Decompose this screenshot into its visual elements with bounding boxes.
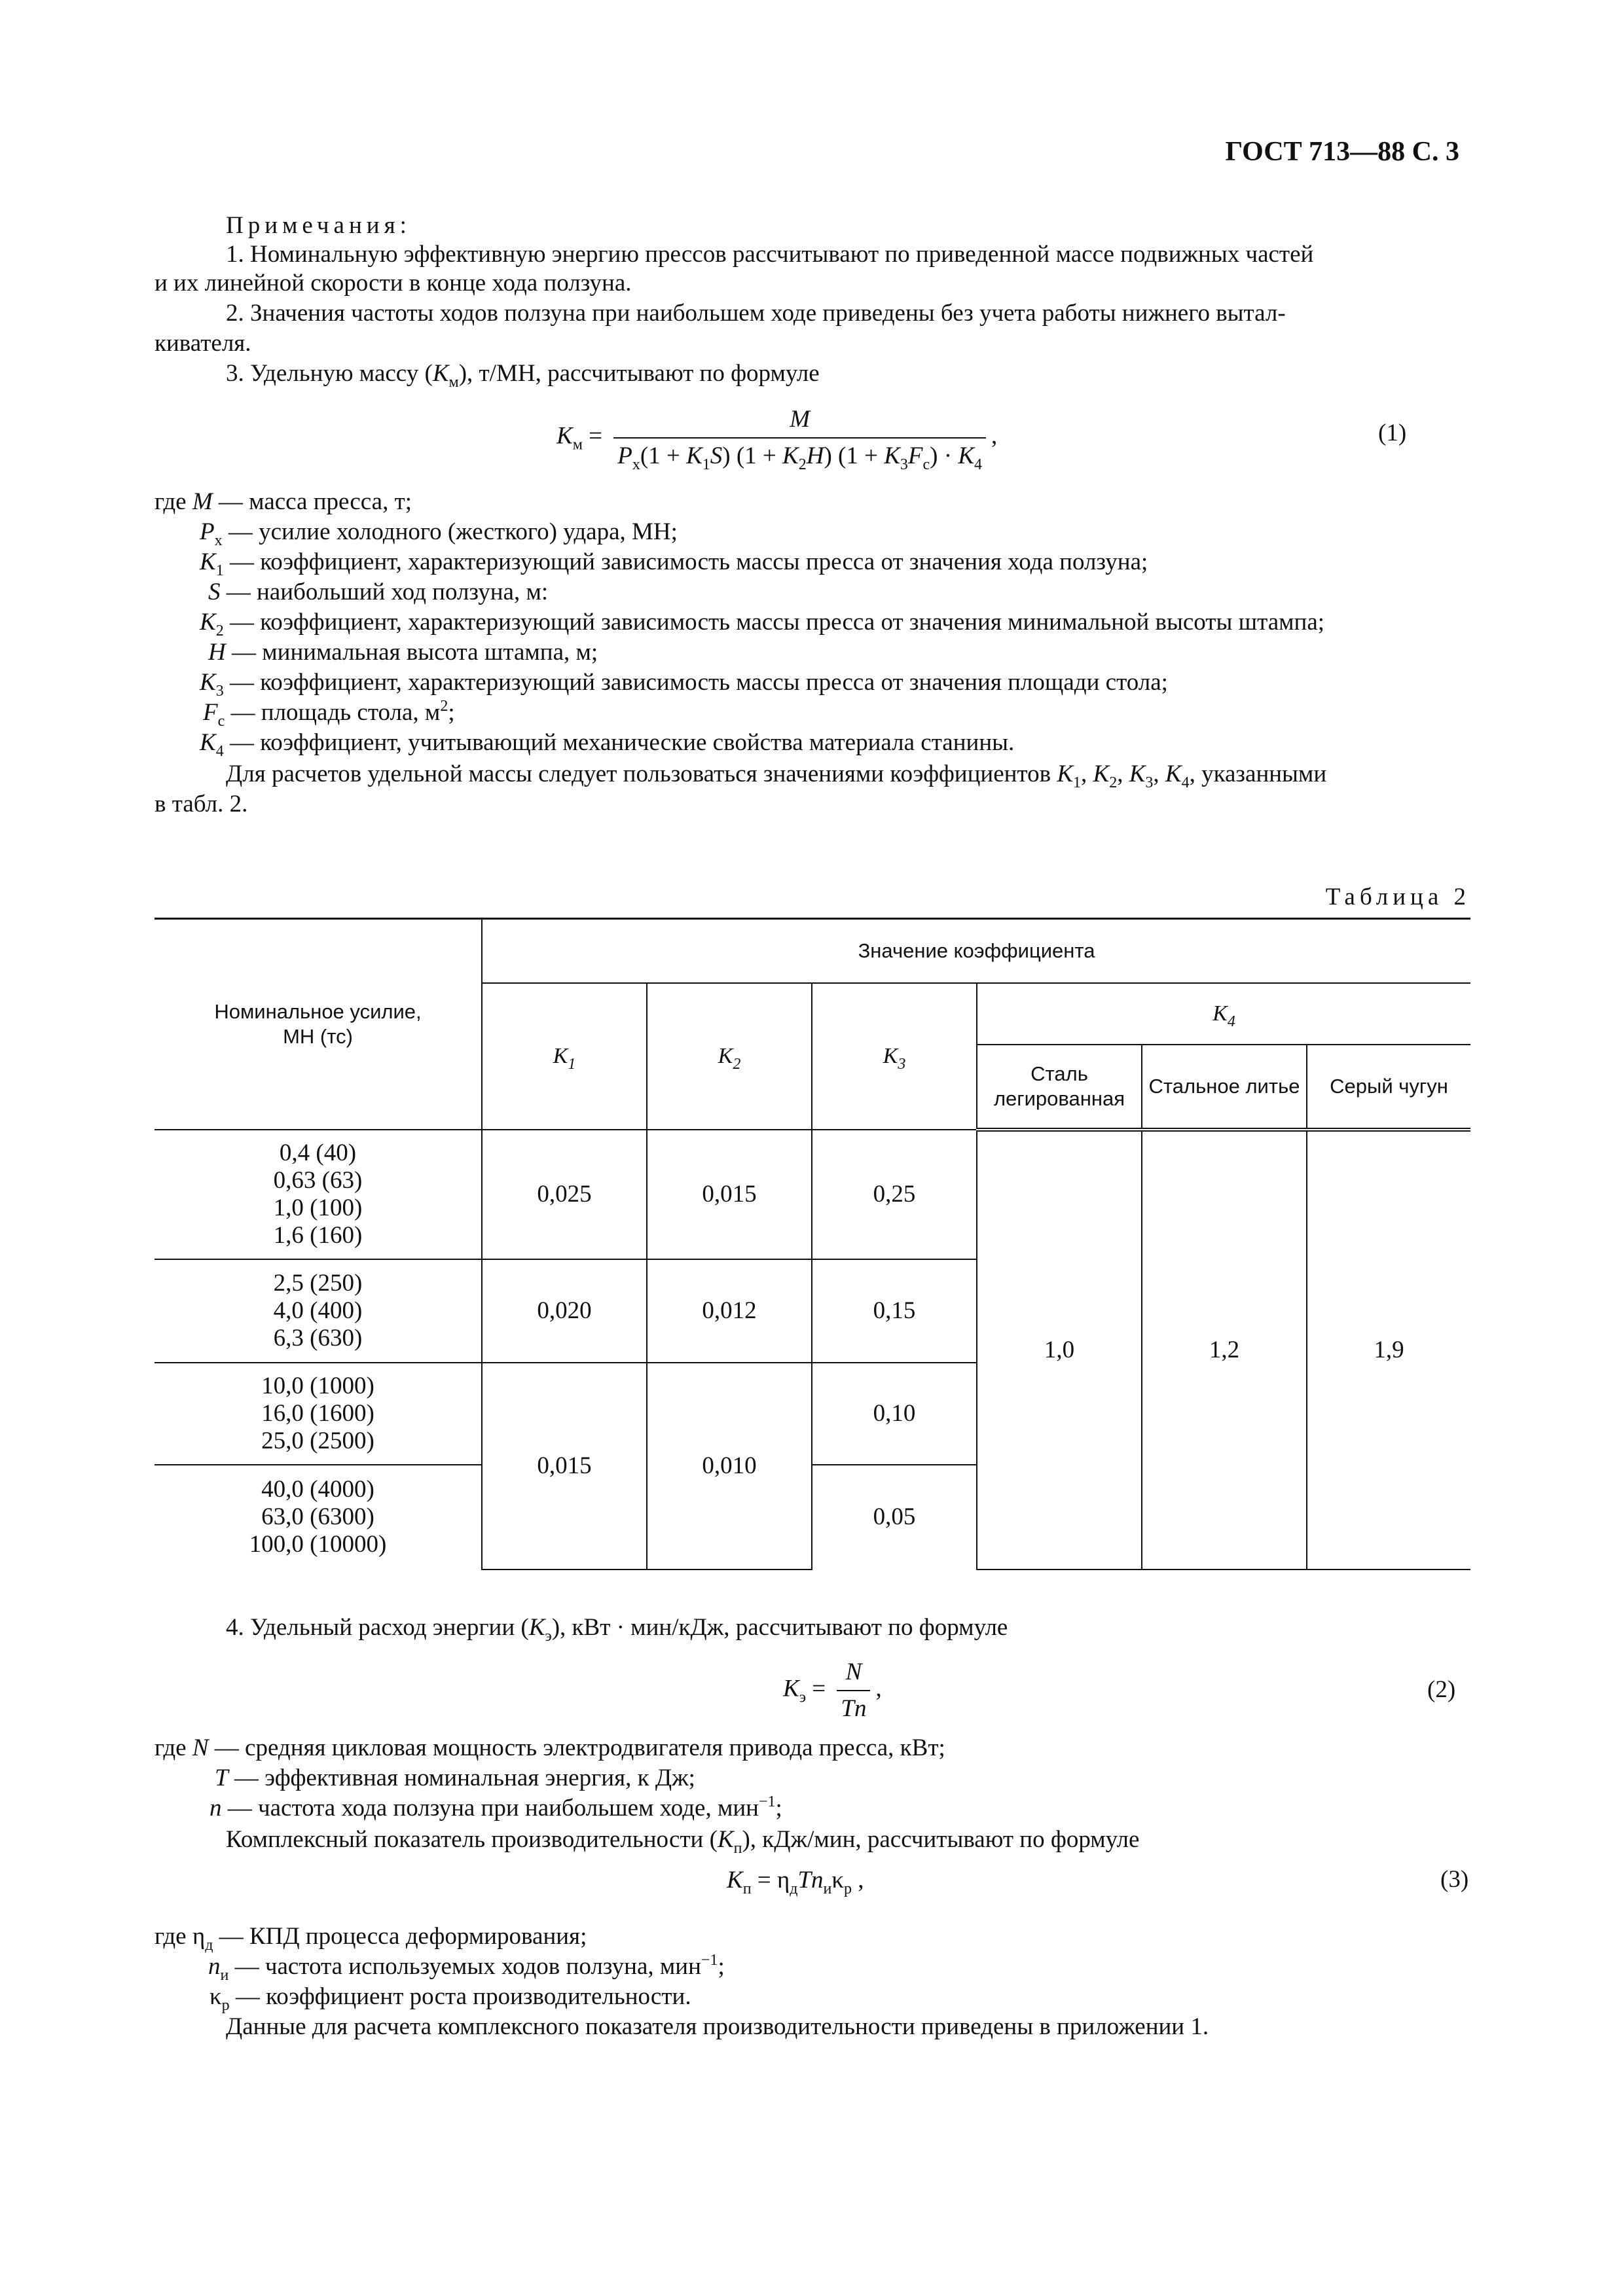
note-2-line-1: 2. Значения частоты ходов ползуна при наибольшем ходе приведены без учета работы нижнего вытал-	[226, 300, 1286, 327]
cell-k4-gray-iron: 1,9	[1307, 1130, 1470, 1570]
where-1-item-2: $P_х$ — усилие холодного (жесткого) удара, МН;	[200, 518, 678, 549]
formula-2-fraction: $\frac{N}{Tn}$	[837, 1657, 870, 1724]
table-2	[155, 918, 1470, 1570]
where-1-item-6: H — минимальная высота штампа, м;	[208, 639, 598, 666]
formula-2: $K_э$ = $\frac{N}{Tn}$ ,	[783, 1657, 882, 1724]
cell-k4-cast-steel: 1,2	[1142, 1130, 1307, 1570]
note-1-line-2: и их линейной скорости в конце хода ползуна.	[155, 270, 632, 296]
header-coefficient-group: Значение коэффициента	[482, 919, 1470, 983]
where-3-item-1: где $\eta_д$ — КПД процесса деформирования;	[155, 1923, 587, 1954]
header-force: Номинальное усилие, МН (тс)	[155, 919, 482, 1130]
cell-k2: 0,010	[647, 1363, 812, 1570]
cell-k4-alloy-steel: 1,0	[977, 1130, 1142, 1570]
cell-force: 10,0 (1000) 16,0 (1600) 25,0 (2500)	[155, 1363, 482, 1465]
complex-index-paragraph: Комплексный показатель производительности $(K_п)$, кДж/мин, рассчитывают по формуле	[226, 1826, 1140, 1857]
formula-3: $K_п = \eta_дTn_и\kappa_р$ ,	[727, 1867, 864, 1897]
para-4: 4. Удельный расход энергии $(K_э)$, кВт · мин/кДж, рассчитывают по формуле	[226, 1614, 1008, 1645]
cell-force: 0,4 (40) 0,63 (63) 1,0 (100) 1,6 (160)	[155, 1130, 482, 1259]
note-2-line-2: кивателя.	[155, 330, 251, 357]
header-k2: $K_2$	[647, 983, 812, 1130]
cell-k1: 0,025	[482, 1130, 647, 1259]
cell-k1: 0,015	[482, 1363, 647, 1570]
coeff-paragraph-line-2: в табл. 2.	[155, 791, 248, 817]
where-1-item-9: $K_4$ — коэффициент, учитывающий механические свойства материала станины.	[200, 729, 1015, 760]
where-2-item-2: T — эффективная номинальная энергия, к Дж;	[215, 1765, 695, 1791]
table-row	[155, 1130, 1470, 1259]
cell-k3: 0,15	[812, 1259, 977, 1363]
where-1-item-7: $K_3$ — коэффициент, характеризующий зависимость массы пресса от значения площади стола;	[200, 669, 1168, 700]
page-header: ГОСТ 713—88 С. 3	[1225, 137, 1459, 167]
where-1-item-5: $K_2$ — коэффициент, характеризующий зависимость массы пресса от значения минимальной высоты штампа;	[200, 609, 1325, 639]
header-k1: $K_1$	[482, 983, 647, 1130]
where-3-item-3: $\kappa_р$ — коэффициент роста производительности.	[210, 1983, 691, 2014]
formula-1-fraction: $\frac{M}{P_х(1 + K_1S) (1 + K_2H) (1 + K_3F_с) \cdot K_4}$	[613, 404, 986, 471]
equation-number-2: (2)	[1427, 1676, 1456, 1703]
cell-force: 2,5 (250) 4,0 (400) 6,3 (630)	[155, 1259, 482, 1363]
cell-force: 40,0 (4000) 63,0 (6300) 100,0 (10000)	[155, 1465, 482, 1570]
header-k4: $K_4$	[977, 983, 1470, 1045]
where-1-item-3: $K_1$ — коэффициент, характеризующий зависимость массы пресса от значения хода ползуна;	[200, 548, 1148, 579]
equation-number-1: (1)	[1378, 420, 1407, 446]
cell-k2: 0,012	[647, 1259, 812, 1363]
table-caption: Таблица 2	[1325, 884, 1470, 910]
where-1-item-8: $F_с$ — площадь стола, $м^2$;	[203, 698, 455, 730]
notes-title: Примечания:	[226, 212, 411, 239]
cell-k3: 0,25	[812, 1130, 977, 1259]
equation-number-3: (3)	[1440, 1866, 1469, 1893]
cell-k1: 0,020	[482, 1259, 647, 1363]
where-2-item-3: n — частота хода ползуна при наибольшем ходе, мин$^{-1}$;	[210, 1793, 782, 1821]
formula-1: $K_м$ = $\frac{M}{P_х(1 + K_1S) (1 + K_2H) (1 + K_3F_с) \cdot K_4}$ ,	[556, 406, 998, 473]
header-k4-alloy-steel: Сталь легированная	[977, 1045, 1142, 1130]
cell-k3: 0,10	[812, 1363, 977, 1465]
cell-k3: 0,05	[812, 1465, 977, 1570]
where-1-item-1: где M — масса пресса, т;	[155, 488, 412, 515]
final-paragraph: Данные для расчета комплексного показателя производительности приведены в приложении 1.	[226, 2013, 1209, 2040]
cell-k2: 0,015	[647, 1130, 812, 1259]
header-k4-gray-iron: Серый чугун	[1307, 1045, 1470, 1130]
where-3-item-2: $n_и$ — частота используемых ходов ползуна, мин$^{-1}$;	[208, 1952, 725, 1984]
header-k3: $K_3$	[812, 983, 977, 1130]
note-3: 3. Удельную массу $(K_м)$, т/МН, рассчитывают по формуле	[226, 360, 820, 391]
where-2-item-1: где N — средняя цикловая мощность электродвигателя привода пресса, кВт;	[155, 1734, 945, 1761]
where-1-item-4: S — наибольший ход ползуна, м:	[208, 579, 549, 605]
note-1-line-1: 1. Номинальную эффективную энергию прессов рассчитывают по приведенной массе подвижных частей	[226, 241, 1314, 268]
coeff-paragraph-line-1: Для расчетов удельной массы следует пользоваться значениями коэффициентов $K_1$, $K_2$, $K_3$, $K_4$, указанными	[226, 761, 1327, 791]
header-k4-cast-steel: Стальное литье	[1142, 1045, 1307, 1130]
